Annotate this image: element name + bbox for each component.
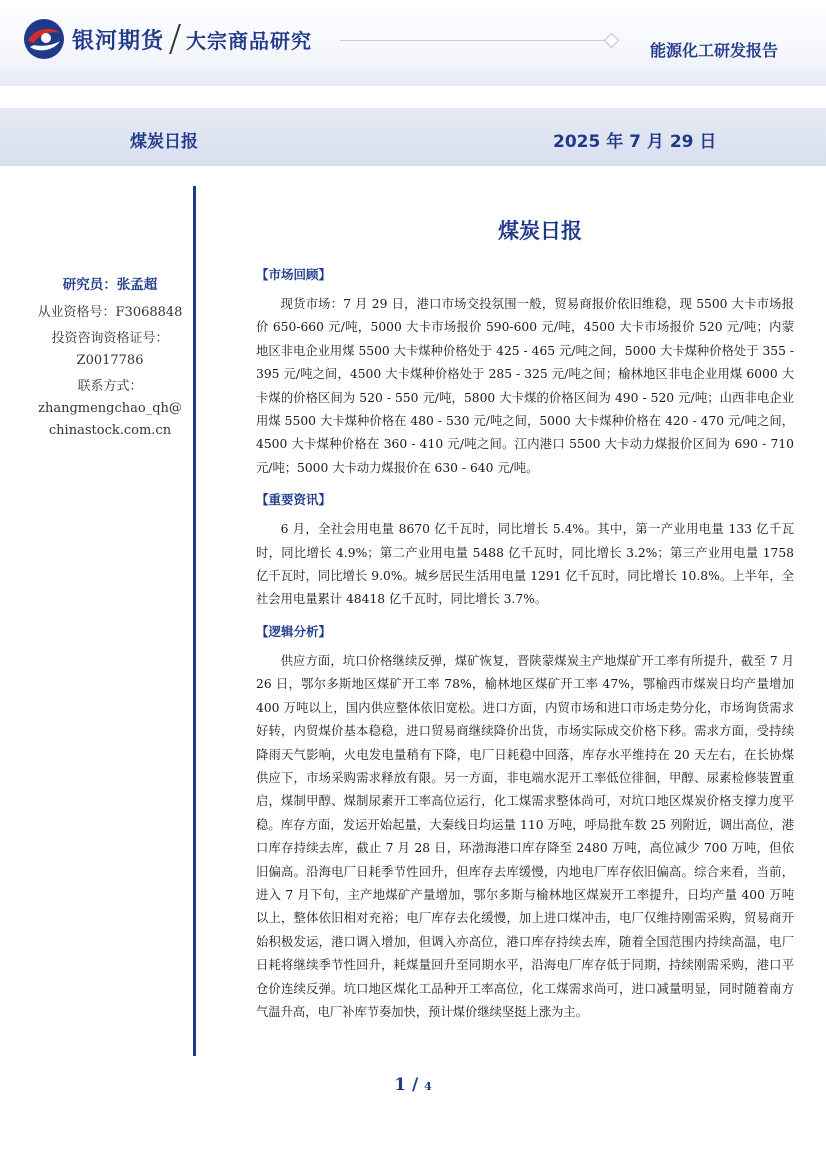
- contact-email-line1: zhangmengchao_qh@: [38, 401, 182, 416]
- main-content: [226, 215, 794, 1034]
- sidebar-divider: [193, 186, 196, 1056]
- division-name: 大宗商品研究: [186, 28, 313, 53]
- section-heading-logic-analysis: 【逻辑分析】: [256, 623, 332, 639]
- header-logo-group: [22, 14, 312, 64]
- page-current: 1: [394, 1075, 407, 1095]
- section-body-key-news: 6 月，全社会用电量 8670 亿千瓦时，同比增长 5.4%。其中，第一产业用电量 133 亿千瓦时，同比增长 4.9%；第二产业用电量 5488 亿千瓦时，同比增长 3.2%；第三产业用电量 1758 亿千瓦时，同比增长 9.0%。城乡居民生活用电量 1291 亿千瓦时，同比增长 10.8%。上半年，全社会用电量累计 48418 亿千瓦时，同比增长 3.7%。: [256, 522, 794, 607]
- report-type: 能源化工研发报告: [649, 41, 778, 60]
- section-body-market-review: 现货市场：7 月 29 日，港口市场交投氛围一般，贸易商报价依旧维稳，现 5500 大卡市场报价 650-660 元/吨，5000 大卡市场报价 590-600 元/吨，4500 大卡市场报价 520 元/吨；内蒙地区非电企业用煤 5500 大卡煤种价格处于 425 - 465 元/吨之间，5000 大卡煤种价格处于 355 - 395 元/吨之间，4500 大卡煤种价格处于 285 - 325 元/吨之间；榆林地区非电企业用煤 6000 大卡煤的价格区间为 520 - 550 元/吨，5800 大卡煤的价格区间为 490 - 520 元/吨；山西非电企业用煤 5500 大卡煤种价格在 480 - 530 元/吨之间，5000 大卡煤种价格在 420 - 470 元/吨之间，4500 大卡煤种价格在 360 - 410 元/吨之间。江内港口 5500 大卡动力煤报价区间为 690 - 710 元/吨；5000 大卡动力煤报价在 630 - 640 元/吨。: [256, 297, 794, 475]
- page-separator: /: [411, 1075, 419, 1095]
- section-heading-market-review: 【市场回顾】: [256, 267, 332, 282]
- section-body-logic-analysis: 供应方面，坑口价格继续反弹，煤矿恢复，晋陕蒙煤炭主产地煤矿开工率有所提升，截至 7 月 26 日，鄂尔多斯地区煤矿开工率 78%，榆林地区煤矿开工率 47%，鄂榆西市煤炭日均产量增加 400 万吨以上，国内供应整体依旧宽松。进口方面，内贸市场和进口市场走势分化，市场询货需求好转，内贸煤价基本稳稳，进口贸易商继续降价出货，市场实际成交价格下移。需求方面，受持续降雨天气影响，火电发电量稍有下降，电厂日耗稳中回落，库存水平维持在 20 天左右，在长协煤供应下，市场采购需求释放有限。另一方面，非电端水泥开工率低位徘徊，甲醇、尿素检修装置重启，煤制甲醇、煤制尿素开工率高位运行，化工煤需求整体尚可，对坑口地区煤炭价格支撑力度平稳。库存方面，发运开始起量，大秦线日均运量 110 万吨，呼局批车数 25 列附近，调出高位，港口库存持续去库，截止 7 月 28 日，环渤海港口库存降至 2480 万吨，高位减少 700 万吨，但依旧偏高。沿海电厂日耗季节性回升，但库存去库缓慢，内地电厂库存依旧偏高。综合来看，当前，进入 7 月下旬，主产地煤矿产量增加，鄂尔多斯与榆林地区煤炭开工率提升，日均产量 400 万吨以上，整体依旧相对充裕；电厂库存去化缓慢，加上进口煤冲击，电厂仅维持刚需采购，贸易商开始积极发运，港口调入增加，但调入亦高位，港口库存持续去库，随着全国范围内持续高温，电厂日耗将继续季节性回升，耗煤量回升至同期水平，沿海电厂库存低于同期，持续刚需采购，港口平仓价连续反弹。坑口地区煤化工品种开工率高位，化工煤需求尚可，进口减量明显，同时随着南方气温升高，电厂补库节奏加快，预计煤价继续坚挺上涨为主。: [256, 653, 794, 1019]
- header-deco-line: [340, 40, 610, 41]
- contact-email-line2: chinastock.com.cn: [48, 423, 172, 438]
- analyst-name: 研究员：张孟超: [62, 277, 158, 293]
- analyst-sidebar: [30, 274, 190, 442]
- contact-label: 联系方式：: [77, 379, 143, 394]
- consult-cert-label: 投资咨询资格证号：: [51, 331, 169, 346]
- consult-cert-value: Z0017786: [76, 353, 144, 368]
- page-number: [0, 1075, 826, 1095]
- band-report-name: 煤炭日报: [130, 132, 198, 152]
- galaxy-logo-icon: [22, 17, 66, 61]
- section-heading-key-news: 【重要资讯】: [256, 492, 332, 508]
- header-slash-divider: [169, 24, 181, 54]
- brand-name: 银河期货: [72, 28, 165, 54]
- band-report-date: 2025 年 7 月 29 日: [553, 132, 717, 152]
- document-title: 煤炭日报: [498, 219, 582, 243]
- practice-cert: 从业资格号：F3068848: [37, 305, 183, 320]
- page-total: 4: [424, 1080, 432, 1093]
